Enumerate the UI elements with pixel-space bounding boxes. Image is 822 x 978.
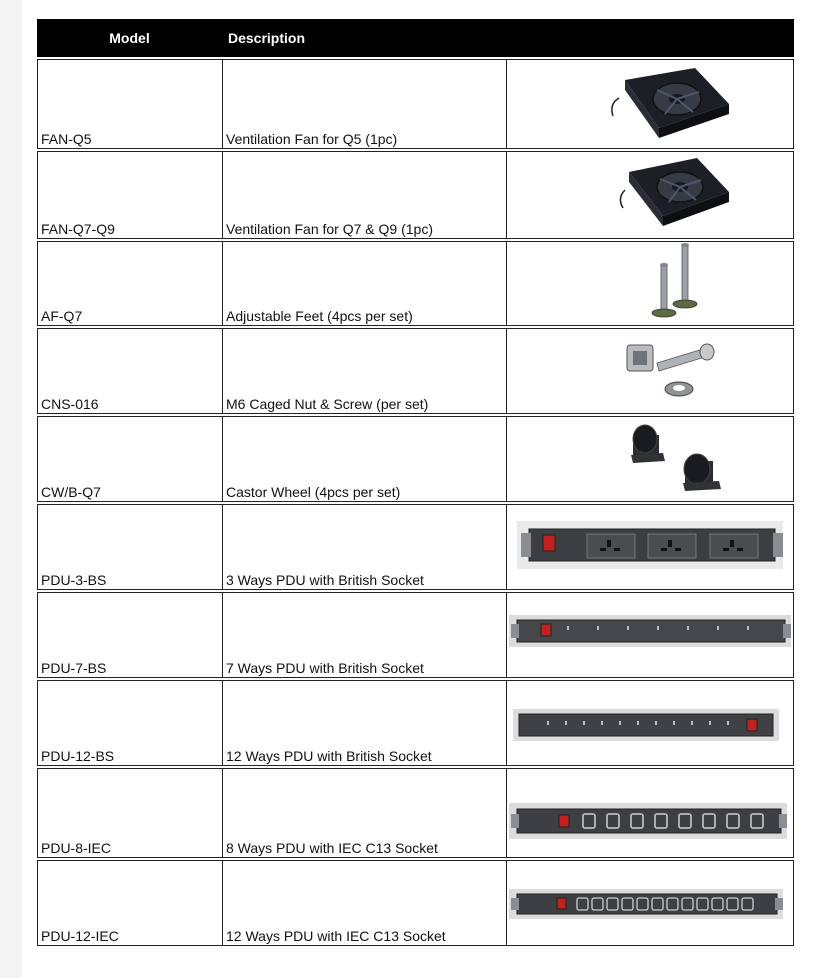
product-image-cell — [506, 592, 794, 678]
column-header-image — [506, 19, 794, 57]
model-cell: PDU-12-IEC — [37, 860, 222, 946]
table-row — [37, 416, 794, 502]
product-image-cell — [506, 151, 794, 239]
adjustable-feet-icon — [507, 242, 793, 325]
model-cell: PDU-8-IEC — [37, 768, 222, 858]
model-cell: FAN-Q5 — [37, 59, 222, 149]
product-image-cell — [506, 860, 794, 946]
catalog-page — [22, 0, 822, 978]
model-cell: CW/B-Q7 — [37, 416, 222, 502]
pdu-icon — [507, 505, 793, 589]
description-cell: 12 Ways PDU with IEC C13 Socket — [222, 860, 506, 946]
castor-wheel-icon — [507, 417, 793, 501]
pdu-icon — [507, 681, 793, 765]
table-row — [37, 680, 794, 766]
model-cell: PDU-12-BS — [37, 680, 222, 766]
pdu-icon — [507, 861, 793, 945]
description-cell: 8 Ways PDU with IEC C13 Socket — [222, 768, 506, 858]
description-cell: Castor Wheel (4pcs per set) — [222, 416, 506, 502]
description-cell: M6 Caged Nut & Screw (per set) — [222, 328, 506, 414]
description-cell: Adjustable Feet (4pcs per set) — [222, 241, 506, 326]
table-row — [37, 59, 794, 149]
description-cell: 12 Ways PDU with British Socket — [222, 680, 506, 766]
product-image-cell — [506, 241, 794, 326]
model-cell: AF-Q7 — [37, 241, 222, 326]
description-cell: Ventilation Fan for Q5 (1pc) — [222, 59, 506, 149]
column-header-model: Model — [37, 19, 222, 57]
fan-icon — [507, 60, 793, 148]
caged-nut-screw-icon — [507, 329, 793, 413]
accessories-table — [37, 17, 794, 948]
model-cell: CNS-016 — [37, 328, 222, 414]
product-image-cell — [506, 680, 794, 766]
table-row — [37, 860, 794, 946]
pdu-icon — [507, 593, 793, 677]
table-row — [37, 151, 794, 239]
description-cell: 3 Ways PDU with British Socket — [222, 504, 506, 590]
description-cell: 7 Ways PDU with British Socket — [222, 592, 506, 678]
column-header-description: Description — [222, 19, 506, 57]
table-row — [37, 768, 794, 858]
model-cell: FAN-Q7-Q9 — [37, 151, 222, 239]
table-row — [37, 504, 794, 590]
table-row — [37, 241, 794, 326]
model-cell: PDU-7-BS — [37, 592, 222, 678]
product-image-cell — [506, 504, 794, 590]
product-image-cell — [506, 416, 794, 502]
table-header-row — [37, 19, 794, 57]
table-row — [37, 592, 794, 678]
product-image-cell — [506, 768, 794, 858]
description-cell: Ventilation Fan for Q7 & Q9 (1pc) — [222, 151, 506, 239]
pdu-icon — [507, 769, 793, 857]
product-image-cell — [506, 328, 794, 414]
table-row — [37, 328, 794, 414]
fan-icon — [507, 152, 793, 238]
product-image-cell — [506, 59, 794, 149]
model-cell: PDU-3-BS — [37, 504, 222, 590]
